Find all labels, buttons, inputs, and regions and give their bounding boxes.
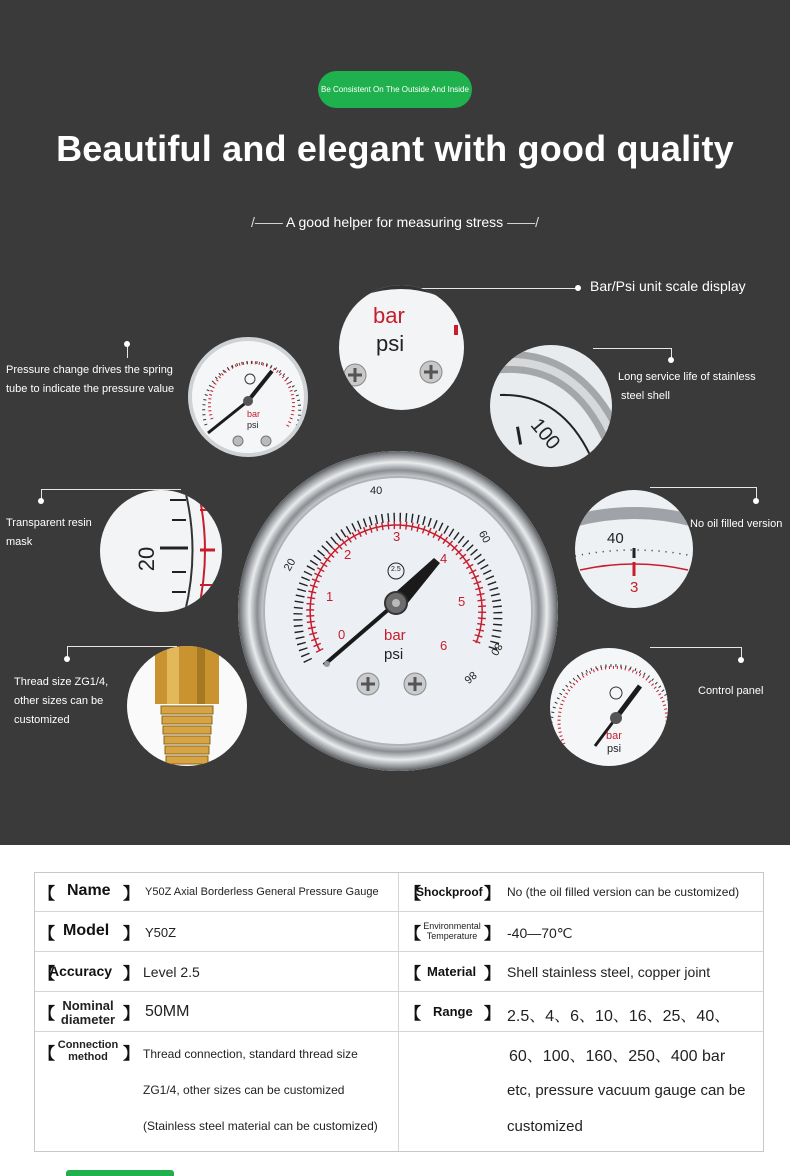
panel-gauge-bar: bar <box>606 730 622 742</box>
env-value: -40—70℃ <box>507 925 573 941</box>
bracket-open: 【 <box>405 966 422 983</box>
range-value-3: etc, pressure vacuum gauge can be <box>507 1082 746 1099</box>
zoom-shell-circle <box>490 345 612 467</box>
material-value: Shell stainless steel, copper joint <box>507 964 711 980</box>
label-thread-1: Thread size ZG1/4, <box>14 676 109 688</box>
bracket-close: 】 <box>484 926 501 943</box>
label-spring-2: tube to indicate the pressure value <box>6 383 175 395</box>
connector-line <box>650 647 742 648</box>
bracket-open: 【 <box>405 926 422 943</box>
connection-value-1: Thread connection, standard thread size <box>143 1047 358 1061</box>
connection-value-2: ZG1/4, other sizes can be customized <box>143 1083 345 1097</box>
bracket-open: 【 <box>39 886 56 903</box>
connector-dot <box>38 498 44 504</box>
small-gauge-circle <box>188 337 308 457</box>
shockproof-value: No (the oil filled version can be customized) <box>507 885 740 899</box>
label-thread-3: customized <box>14 714 70 726</box>
main-gauge <box>238 451 558 771</box>
connector-dot <box>575 285 581 291</box>
model-key: Model <box>63 922 110 939</box>
zoom-resin-circle <box>100 490 222 612</box>
material-key: Material <box>427 964 477 979</box>
conn-key-line2: method <box>68 1051 108 1063</box>
screw-icon <box>404 673 426 695</box>
bracket-open: 【 <box>39 966 56 983</box>
connection-key <box>55 1039 121 1063</box>
psi-tick-label: 60 <box>475 528 493 546</box>
nominal-key-line1: Nominal <box>62 998 114 1013</box>
nominal-key-line2: diameter <box>60 1012 116 1027</box>
name-value: Y50Z Axial Borderless General Pressure Gauge <box>145 886 379 898</box>
bracket-close: 】 <box>484 886 501 903</box>
table-row <box>35 911 763 912</box>
connector-dot <box>738 657 744 663</box>
model-value: Y50Z <box>145 925 177 940</box>
psi-tick-label: 80 <box>487 640 505 658</box>
bracket-close: 】 <box>123 886 140 903</box>
range-key: Range <box>433 1004 473 1019</box>
conn-key-line1: Connection <box>57 1039 119 1051</box>
range-value-1: 2.5、4、6、10、16、25、40、 <box>507 1008 731 1025</box>
bracket-open: 【 <box>39 1006 56 1023</box>
zoom-units-circle <box>339 285 464 410</box>
range-value-4: customized <box>507 1118 583 1135</box>
subtitle-text: A good helper for measuring stress <box>286 214 504 230</box>
shockproof-key: Shockproof <box>416 885 483 899</box>
bar-tick-label: 5 <box>458 594 466 609</box>
zoom-3-label: 3 <box>630 579 639 596</box>
badge-pill: Be Consistent On The Outside And Inside <box>318 71 472 108</box>
accuracy-key: Accuracy <box>49 963 113 979</box>
nominal-key <box>55 999 121 1027</box>
connector-dot <box>124 341 130 347</box>
connector-line <box>67 646 177 647</box>
nominal-value: 50MM <box>145 1003 190 1020</box>
zoom-unit-bar: bar <box>373 303 405 328</box>
bar-tick-label: 3 <box>393 529 401 544</box>
label-spring-1: Pressure change drives the spring <box>6 364 173 376</box>
bracket-open: 【 <box>405 1006 422 1023</box>
psi-tick-label: 40 <box>370 485 383 497</box>
bar-tick-label: 6 <box>440 638 448 653</box>
bracket-close: 】 <box>123 1006 140 1023</box>
zoom-unit-psi: psi <box>376 331 405 356</box>
table-row <box>35 1031 763 1032</box>
zoom-panel-circle <box>550 648 668 766</box>
hero-subtitle <box>0 214 790 230</box>
subtitle-left-deco: /—— <box>251 214 283 230</box>
bracket-open: 【 <box>39 1046 56 1063</box>
bar-tick-label: 2 <box>344 547 352 562</box>
bar-tick-label: 0 <box>338 627 346 642</box>
bracket-open: 【 <box>405 886 422 903</box>
psi-tick-label: 86 <box>461 668 479 686</box>
footer-accent <box>66 1170 174 1176</box>
screw-icon <box>420 361 442 383</box>
env-key <box>416 921 488 941</box>
psi-tick-label: 20 <box>281 556 299 574</box>
table-divider <box>398 873 399 1151</box>
label-oil: No oil filled version <box>690 518 783 530</box>
gauge-unit-bar: bar <box>384 627 406 644</box>
zoom-40-label: 40 <box>607 530 624 547</box>
connector-dot <box>753 498 759 504</box>
zoom-20-label: 20 <box>134 546 160 572</box>
connector-dot <box>64 656 70 662</box>
bar-tick-label: 4 <box>440 551 448 566</box>
bar-tick-label: 1 <box>326 589 334 604</box>
bracket-close: 】 <box>484 966 501 983</box>
screw-icon <box>344 364 366 386</box>
screw-icon <box>357 673 379 695</box>
bracket-close: 】 <box>484 1006 501 1023</box>
zoom-100-label: 100 <box>525 414 565 455</box>
accuracy-value: Level 2.5 <box>143 964 200 980</box>
label-thread-2: other sizes can be <box>14 695 104 707</box>
connector-line <box>593 348 671 349</box>
env-key-line1: Environmental <box>423 921 481 931</box>
name-key: Name <box>67 882 111 899</box>
label-resin-2: mask <box>6 536 33 548</box>
bracket-close: 】 <box>123 926 140 943</box>
label-shell-2: steel shell <box>621 390 670 402</box>
connector-line <box>400 288 578 289</box>
gauge-class-badge: 2.5 <box>391 566 401 573</box>
bracket-close: 】 <box>123 966 140 983</box>
small-gauge-bar: bar <box>247 409 261 419</box>
zoom-thread-circle <box>127 646 247 766</box>
table-row <box>35 951 763 952</box>
bracket-open: 【 <box>39 926 56 943</box>
label-panel: Control panel <box>698 685 764 697</box>
spec-table <box>34 872 764 1152</box>
label-bar-psi: Bar/Psi unit scale display <box>590 278 746 294</box>
subtitle-right-deco: ——/ <box>507 214 539 230</box>
connector-line <box>650 487 756 488</box>
env-key-line2: Temperature <box>426 931 478 941</box>
label-resin-1: Transparent resin <box>6 517 92 529</box>
hero-title: Beautiful and elegant with good quality <box>56 128 734 169</box>
connection-value-3: (Stainless steel material can be customized) <box>143 1119 378 1133</box>
label-shell-1: Long service life of stainless <box>618 371 756 383</box>
table-row <box>35 991 763 992</box>
gauge-unit-psi: psi <box>384 646 404 663</box>
range-value-2: 60、100、160、250、400 bar <box>509 1048 726 1065</box>
zoom-oil-circle <box>575 490 693 608</box>
connector-dot <box>668 357 674 363</box>
panel-gauge-psi: psi <box>607 743 622 755</box>
small-gauge-psi: psi <box>247 420 259 430</box>
bracket-close: 】 <box>123 1046 140 1063</box>
